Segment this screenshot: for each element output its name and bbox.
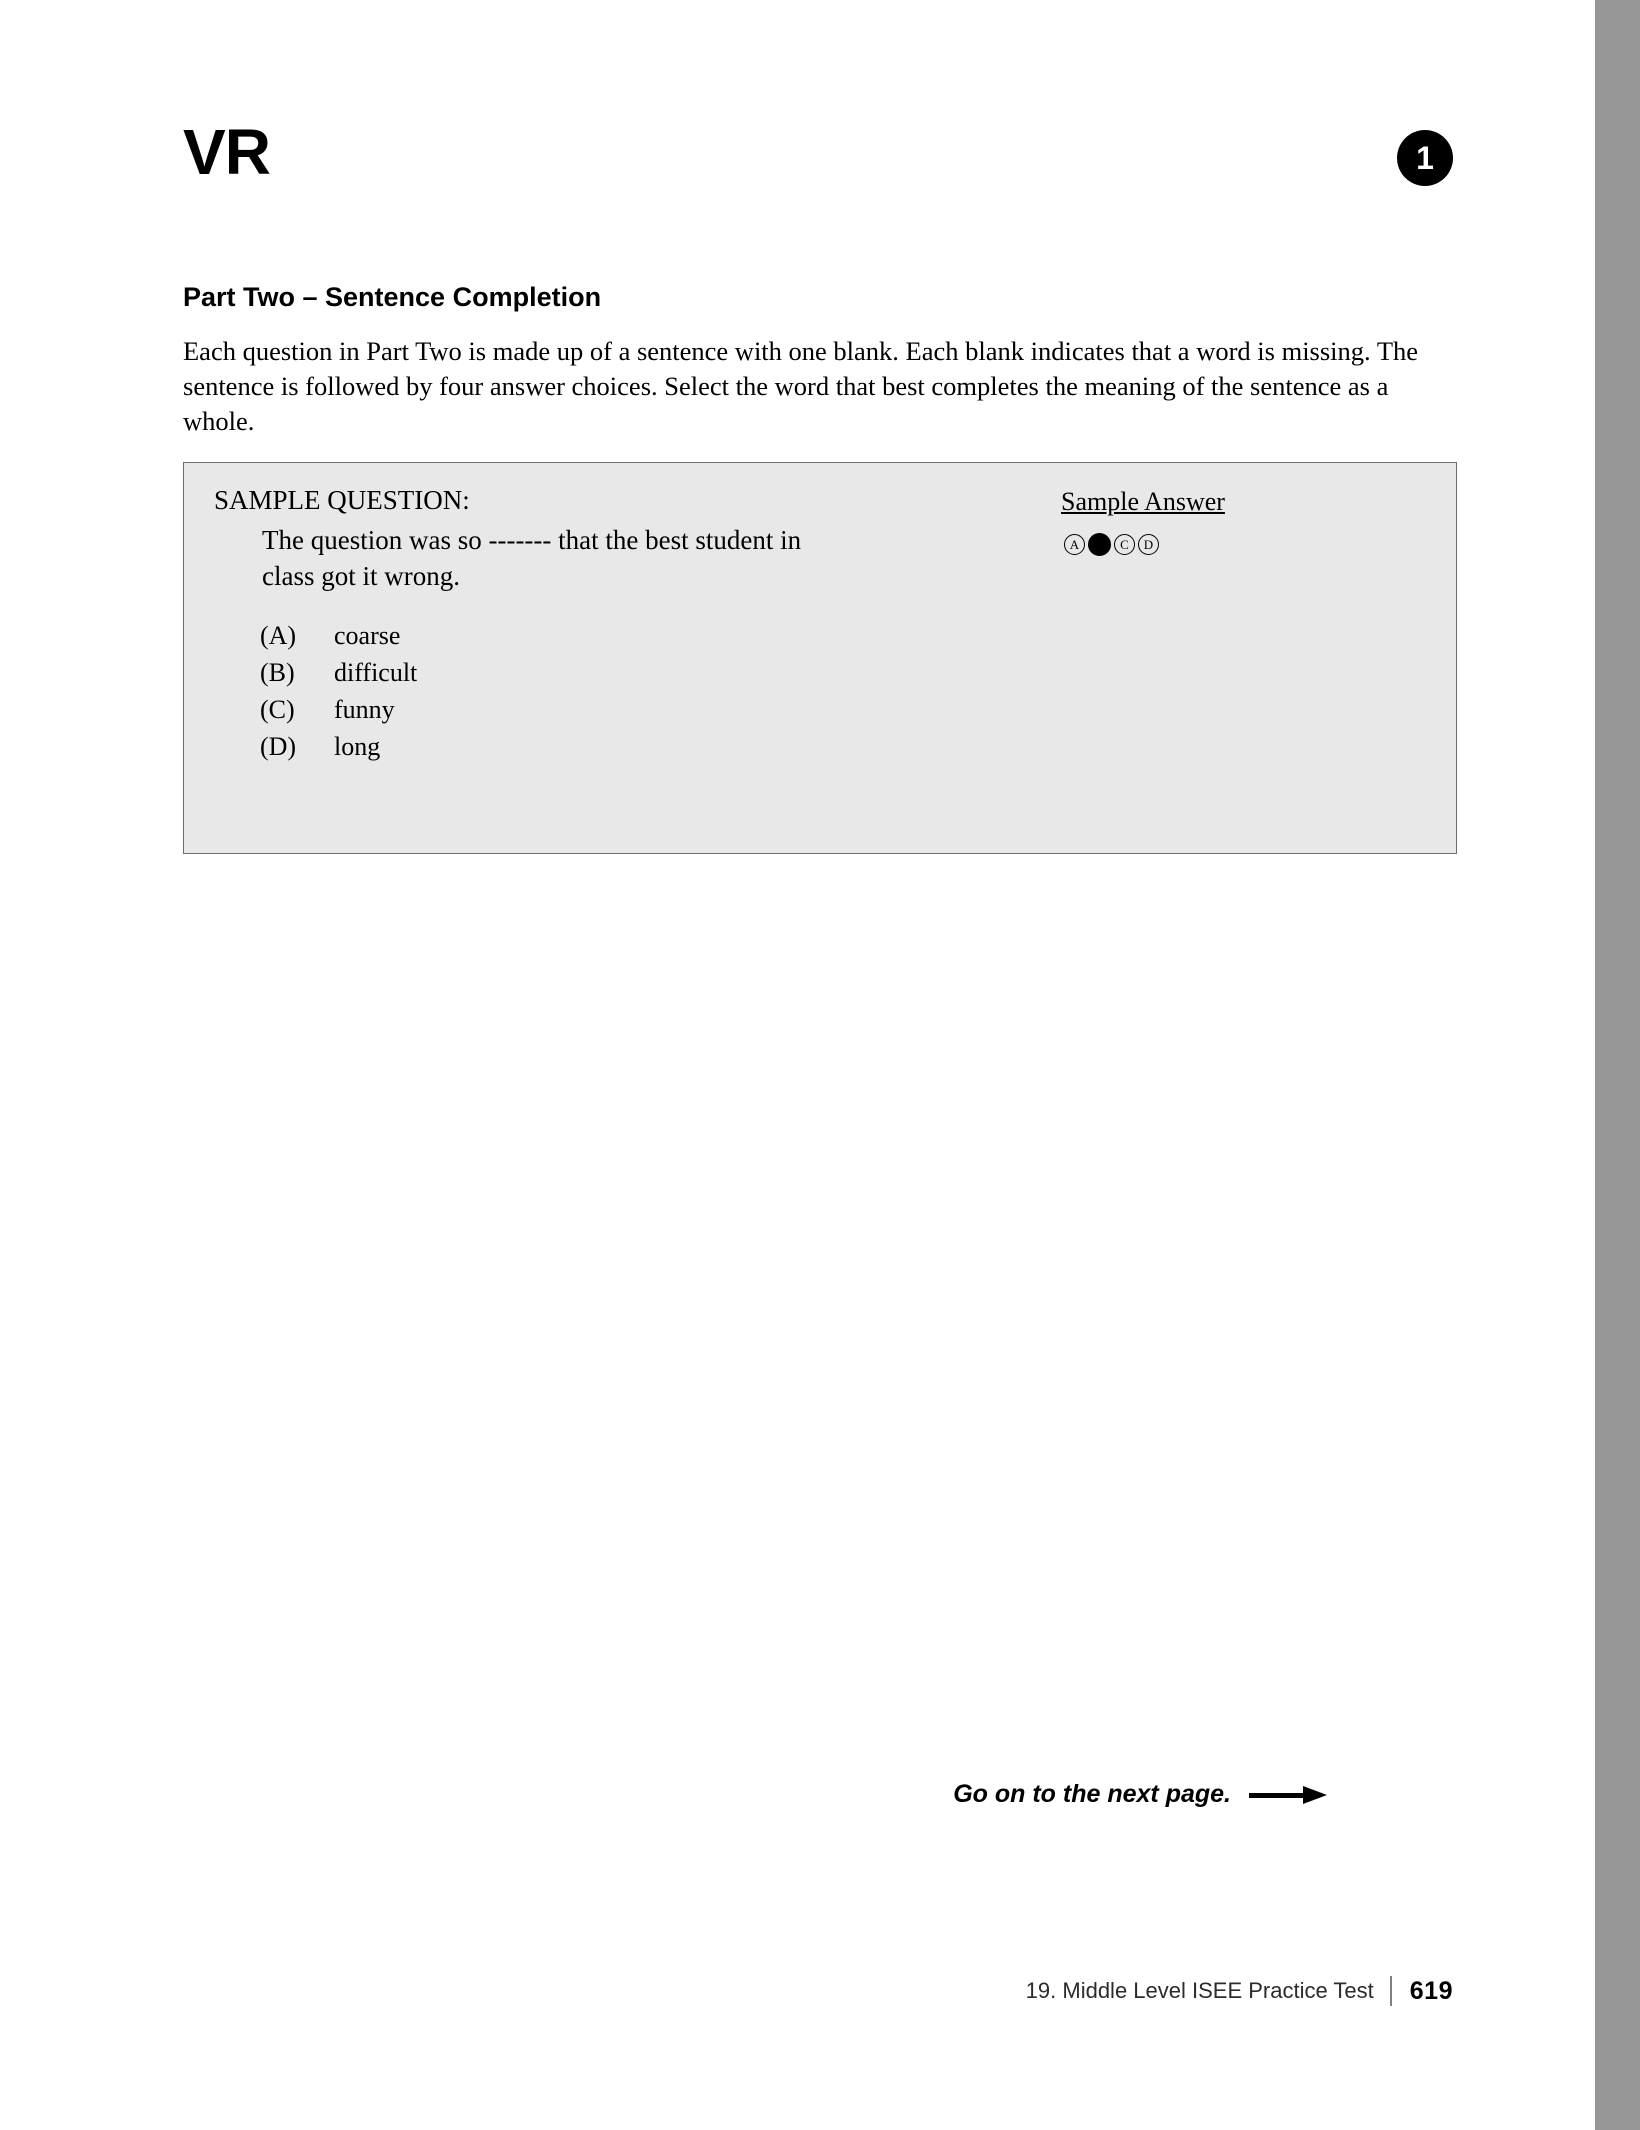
answer-bubble-a: A: [1064, 534, 1085, 555]
section-number-badge: 1: [1397, 130, 1453, 186]
answer-bubble-c: C: [1114, 534, 1135, 555]
choice-row: [260, 655, 760, 692]
choice-row: [260, 618, 760, 655]
page-footer: [1026, 1976, 1453, 2006]
go-on-notice: [953, 1780, 1327, 1809]
choice-row: [260, 692, 760, 729]
sample-answer-bubbles: [1064, 533, 1159, 556]
sample-choice-list: [260, 618, 760, 766]
answer-bubble-b: [1088, 533, 1111, 556]
go-on-text: Go on to the next page.: [953, 1780, 1231, 1808]
page-content: [183, 0, 1453, 2130]
answer-bubble-d: D: [1138, 534, 1159, 555]
choice-text: coarse: [334, 621, 401, 650]
sample-question-stem: The question was so ------- that the best student in class got it wrong.: [262, 525, 802, 591]
directions-text: Each question in Part Two is made up of a sentence with one blank. Each blank indicates that a word is missing. The sentence is followed by four answer choices. Select the word that best completes the meaning of the sentence as a whole.: [183, 336, 1419, 437]
page-number: 619: [1409, 1976, 1453, 2005]
choice-letter: (A): [260, 621, 297, 650]
footer-source-text: 19. Middle Level ISEE Practice Test: [1025, 1978, 1374, 2003]
sample-question-label: SAMPLE QUESTION:: [214, 485, 470, 515]
sample-question-box: [183, 462, 1457, 854]
right-arrow-icon: [1249, 1786, 1327, 1804]
choice-letter: (D): [260, 731, 297, 761]
sample-answer-label: Sample Answer: [1061, 487, 1225, 516]
choice-letter: (B): [260, 657, 295, 687]
part-heading: Part Two – Sentence Completion: [183, 282, 602, 312]
choice-text: difficult: [334, 657, 418, 687]
choice-text: funny: [334, 694, 395, 724]
choice-letter: (C): [260, 694, 295, 724]
page-edge-strip: [1595, 0, 1640, 2130]
section-code: VR: [183, 116, 270, 188]
choice-row: [260, 729, 760, 766]
choice-text: long: [334, 731, 381, 761]
